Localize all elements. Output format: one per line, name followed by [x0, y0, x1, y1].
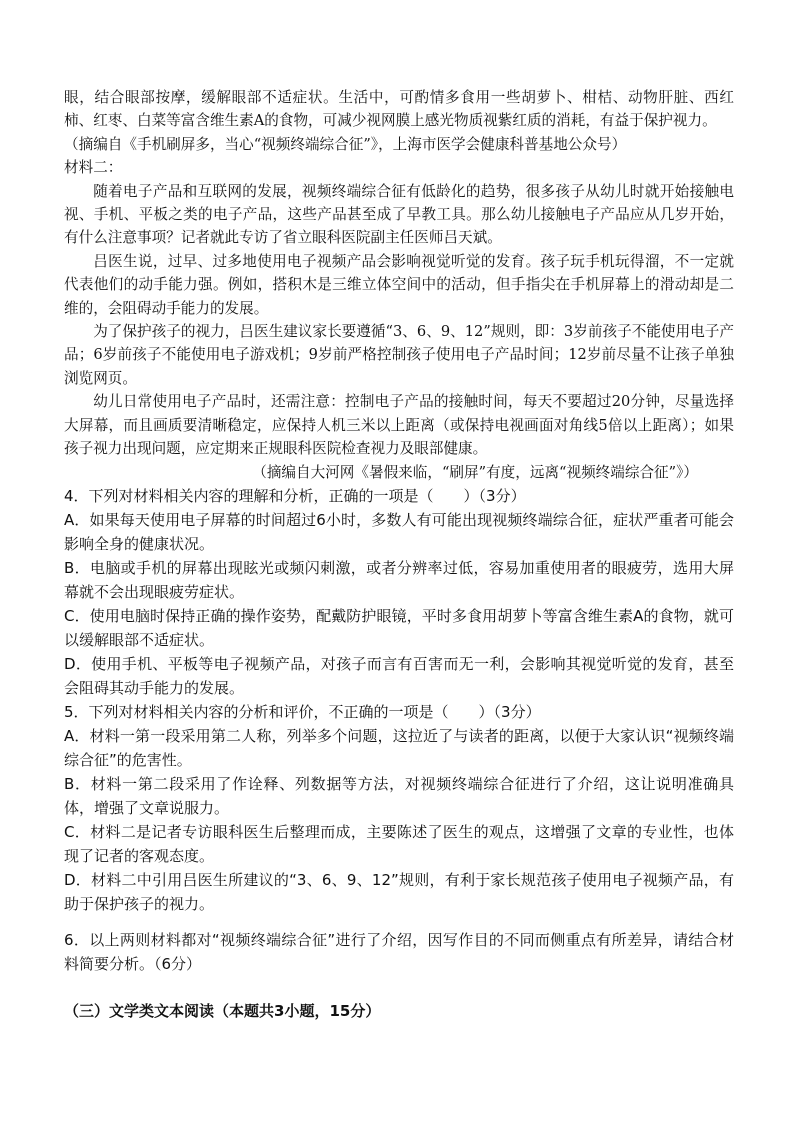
material1-tail: 眼，结合眼部按摩，缓解眼部不适症状。生活中，可酌情多食用一些胡萝卜、柑桔、动物肝脏、西红柿、红枣、白菜等富含维生素A的食物，可减少视网膜上感光物质视紫红质的消耗，有益于保护视力。: [64, 89, 734, 130]
section-3-heading: （三）文学类文本阅读（本题共3小题，15分）: [64, 1001, 381, 1020]
question-5-stem: 5．下列对材料相关内容的分析和评价，不正确的一项是（ ）（3分）: [64, 702, 541, 721]
question-4-option-d: D．使用手机、平板等电子视频产品，对孩子而言有百害而无一利，会影响其视觉听觉的发育，甚至会阻碍其动手能力的发展。: [64, 654, 734, 697]
question-5: [64, 700, 734, 916]
question-4-stem: 4．下列对材料相关内容的理解和分析，正确的一项是（ ）（3分）: [64, 486, 526, 505]
material2-paragraph-2: 吕医生说，过早、过多地使用电子视频产品会影响视觉听觉的发育。孩子玩手机玩得溜，不一定就代表他们的动手能力强。例如，搭积木是三维立体空间中的活动，但手指尖在手机屏幕上的滑动却是二维的，会阻碍动手能力的发展。: [64, 252, 734, 317]
material2-heading: 材料二：: [64, 159, 123, 177]
question-6: 6．以上两则材料都对“视频终端综合征”进行了介绍，因写作目的不同而侧重点有所差异，请结合材料简要分析。（6分）: [64, 930, 734, 973]
source-citation-1: （摘编自《手机刷屏多，当心“视频终端综合征”》，上海市医学会健康科普基地公众号）: [64, 135, 627, 153]
question-4-option-a: A．如果每天使用电子屏幕的时间超过6小时，多数人有可能出现视频终端综合征，症状严重者可能会影响全身的健康状况。: [64, 510, 734, 553]
material2-paragraph-1: 随着电子产品和互联网的发展，视频终端综合征有低龄化的趋势，很多孩子从幼儿时就开始接触电视、手机、平板之类的电子产品，这些产品甚至成了早教工具。那么幼儿接触电子产品应从几岁开始，有什么注意事项？记者就此专访了省立眼科医院副主任医师吕天斌。: [64, 182, 734, 247]
exam-page: [64, 86, 734, 1021]
question-4-option-b: B．电脑或手机的屏幕出现眩光或频闪刺激，或者分辨率过低，容易加重使用者的眼疲劳，选用大屏幕就不会出现眼疲劳症状。: [64, 558, 734, 601]
question-5-option-d: D．材料二中引用吕医生所建议的“3、6、9、12”规则，有利于家长规范孩子使用电子视频产品，有助于保护孩子的视力。: [64, 870, 734, 913]
question-5-option-c: C．材料二是记者专访眼科医生后整理而成，主要陈述了医生的观点，这增强了文章的专业性，也体现了记者的客观态度。: [64, 822, 734, 865]
question-4: [64, 484, 734, 700]
question-5-option-b: B．材料一第二段采用了作诠释、列数据等方法，对视频终端综合征进行了介绍，这让说明准确具体，增强了文章说服力。: [64, 774, 734, 817]
material2-paragraph-3: 为了保护孩子的视力，吕医生建议家长要遵循“3、6、9、12”规则，即：3岁前孩子不能使用电子产品；6岁前孩子不能使用电子游戏机；9岁前严格控制孩子使用电子产品时间；12岁前尽量不让孩子单独浏览网页。: [64, 323, 734, 387]
question-4-option-c: C．使用电脑时保持正确的操作姿势，配戴防护眼镜，平时多食用胡萝卜等富含维生素A的食物，就可以缓解眼部不适症状。: [64, 606, 734, 649]
material2-paragraph-4: 幼儿日常使用电子产品时，还需注意：控制电子产品的接触时间，每天不要超过20分钟，尽量选择大屏幕，而且画质要清晰稳定，应保持人机三米以上距离（或保持电视画面对角线5倍以上距离）；如果孩子视力出现问题，应定期来正规眼科医院检查视力及眼部健康。: [64, 393, 734, 458]
source-citation-2: （摘编自大河网《暑假来临，“刷屏”有度，远离“视频终端综合征”》）: [252, 463, 698, 481]
question-5-option-a: A．材料一第一段采用第二人称，列举多个问题，这拉近了与读者的距离，以便于大家认识“视频终端综合征”的危害性。: [64, 726, 734, 769]
